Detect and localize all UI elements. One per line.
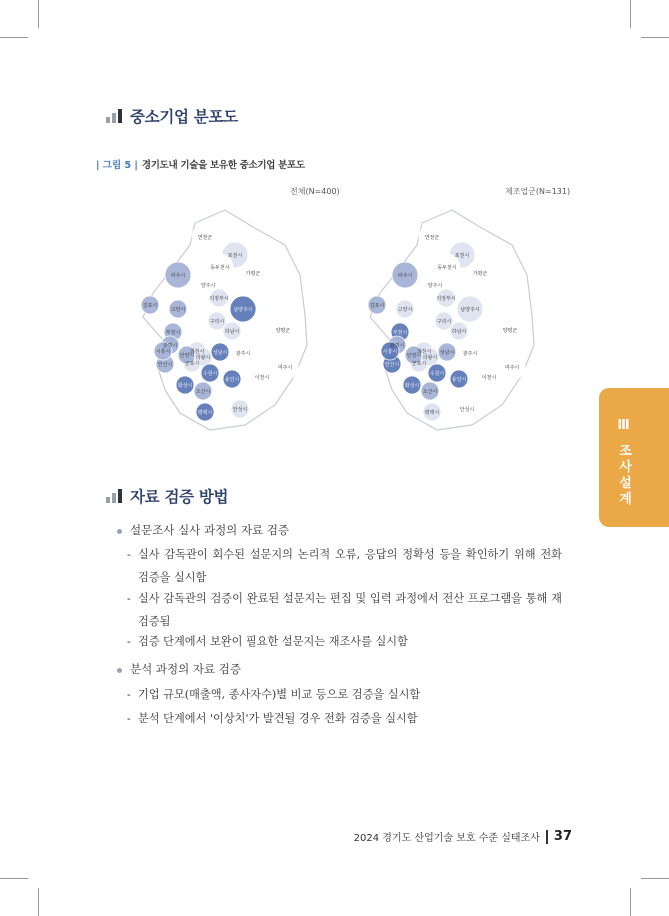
region-label: 광주시 (235, 351, 251, 357)
region-label: 평택시 (197, 410, 213, 416)
region-label: 부천시 (165, 330, 181, 336)
region-label: 시흥시 (155, 349, 171, 355)
region-label: 안양시 (406, 353, 422, 359)
bullet-item: 분석 과정의 자료 검증 (117, 661, 241, 677)
bullet-dot-icon (117, 529, 122, 534)
region-label: 광주시 (462, 351, 478, 357)
region-label: 고양시 (170, 307, 186, 313)
region-label: 이천시 (481, 375, 497, 381)
figure-number: | 그림 5 | (96, 160, 138, 171)
region-label: 수원시 (202, 371, 218, 377)
section-title (106, 485, 228, 507)
region-label: 시흥시 (382, 349, 398, 355)
side-chapter-tab (599, 388, 669, 527)
region-label: 구리시 (209, 319, 225, 325)
sub-item: - 실사 감독관이 회수된 설문지의 논리적 오류, 응답의 정확성 등을 확인하기 위해 전화 검증을 실시함 (127, 548, 562, 584)
region-label: 군포시 (184, 361, 200, 367)
region-label: 하남시 (451, 329, 467, 335)
region-label: 구리시 (436, 319, 452, 325)
section-bars-icon (106, 109, 122, 123)
footer-title: 2024 경기도 산업기술 보호 수준 실태조사 (353, 833, 540, 844)
sub-item: - 기업 규모(매출액, 종사자수)별 비교 등으로 검증을 실시함 (127, 688, 421, 701)
region-label: 안성시 (459, 407, 475, 413)
region-label: 이천시 (254, 375, 270, 381)
region-label: 가평군 (245, 271, 261, 277)
region-label: 의왕시 (422, 355, 438, 361)
region-label: 김포시 (369, 303, 385, 309)
region-label: 안양시 (179, 353, 195, 359)
region-label: 과천시 (189, 349, 205, 355)
side-tab-text: Ⅲ 조사설계 (616, 418, 631, 508)
region-label: 연천군 (197, 235, 213, 241)
region-label: 양주시 (200, 283, 216, 289)
region-label: 김포시 (142, 303, 158, 309)
region-label: 파주시 (397, 273, 413, 279)
region-label: 동두천시 (437, 265, 457, 271)
region-label: 양평군 (275, 328, 291, 334)
region-label: 포천시 (454, 253, 470, 259)
map-total (135, 205, 315, 435)
crop-mark (630, 0, 631, 28)
crop-mark (0, 878, 28, 879)
sub-item: - 분석 단계에서 '이상치'가 발견될 경우 전화 검증을 실시함 (127, 712, 418, 725)
map-manufacturing (362, 205, 542, 435)
crop-mark (641, 878, 669, 879)
region-label: 용인시 (451, 377, 467, 383)
bullet-dot-icon (117, 668, 122, 673)
region-label: 파주시 (170, 273, 186, 279)
crop-mark (630, 888, 631, 916)
map-label-total: 전체(N=400) (290, 187, 340, 196)
section-title-text: 자료 검증 방법 (130, 488, 229, 506)
section-bars-icon (106, 489, 122, 503)
region-label: 하남시 (224, 329, 240, 335)
sub-item: - 실사 감독관의 검증이 완료된 설문지는 편집 및 입력 과정에서 전산 프로그램을 통해 재검증됨 (127, 592, 562, 628)
region-label: 화성시 (177, 383, 193, 389)
region-label: 평택시 (424, 410, 440, 416)
region-label: 안산시 (157, 362, 173, 368)
region-label: 연천군 (424, 235, 440, 241)
page-footer (354, 829, 572, 844)
footer-separator (546, 830, 548, 844)
section-title-text: 중소기업 분포도 (130, 108, 238, 126)
figure-caption-text: 경기도내 기술을 보유한 중소기업 분포도 (141, 160, 305, 171)
region-label: 양평군 (502, 328, 518, 334)
page-number: 37 (553, 829, 572, 844)
region-label: 용인시 (224, 377, 240, 383)
section-title (106, 105, 238, 127)
region-label: 동두천시 (210, 265, 230, 271)
crop-mark (0, 37, 28, 38)
region-label: 양주시 (427, 283, 443, 289)
region-label: 군포시 (411, 361, 427, 367)
region-label: 과천시 (416, 349, 432, 355)
region-label: 의왕시 (195, 355, 211, 361)
crop-mark (38, 888, 39, 916)
region-label: 성남시 (212, 350, 228, 356)
region-label: 화성시 (404, 383, 420, 389)
region-label: 의정부시 (436, 296, 456, 302)
region-label: 포천시 (227, 253, 243, 259)
crop-mark (641, 37, 669, 38)
region-label: 여주시 (277, 365, 293, 371)
region-label: 안성시 (232, 407, 248, 413)
region-label: 광명시 (389, 343, 405, 349)
region-label: 고양시 (397, 307, 413, 313)
region-label: 부천시 (392, 330, 408, 336)
region-label: 남양주시 (460, 307, 480, 313)
region-label: 안산시 (384, 362, 400, 368)
crop-mark (38, 0, 39, 28)
region-label: 의정부시 (209, 296, 229, 302)
region-label: 오산시 (195, 389, 211, 395)
figure-caption (96, 157, 305, 171)
bullet-item: 설문조사 실사 과정의 자료 검증 (117, 522, 289, 538)
region-label: 가평군 (472, 271, 488, 277)
region-label: 수원시 (429, 371, 445, 377)
region-label: 성남시 (439, 350, 455, 356)
sub-item: - 검증 단계에서 보완이 필요한 설문지는 재조사를 실시함 (127, 635, 408, 648)
region-label: 광명시 (162, 343, 178, 349)
region-label: 남양주시 (233, 307, 253, 313)
map-label-manufacturing: 제조업군(N=131) (505, 187, 571, 196)
region-label: 오산시 (422, 389, 438, 395)
region-label: 여주시 (504, 365, 520, 371)
